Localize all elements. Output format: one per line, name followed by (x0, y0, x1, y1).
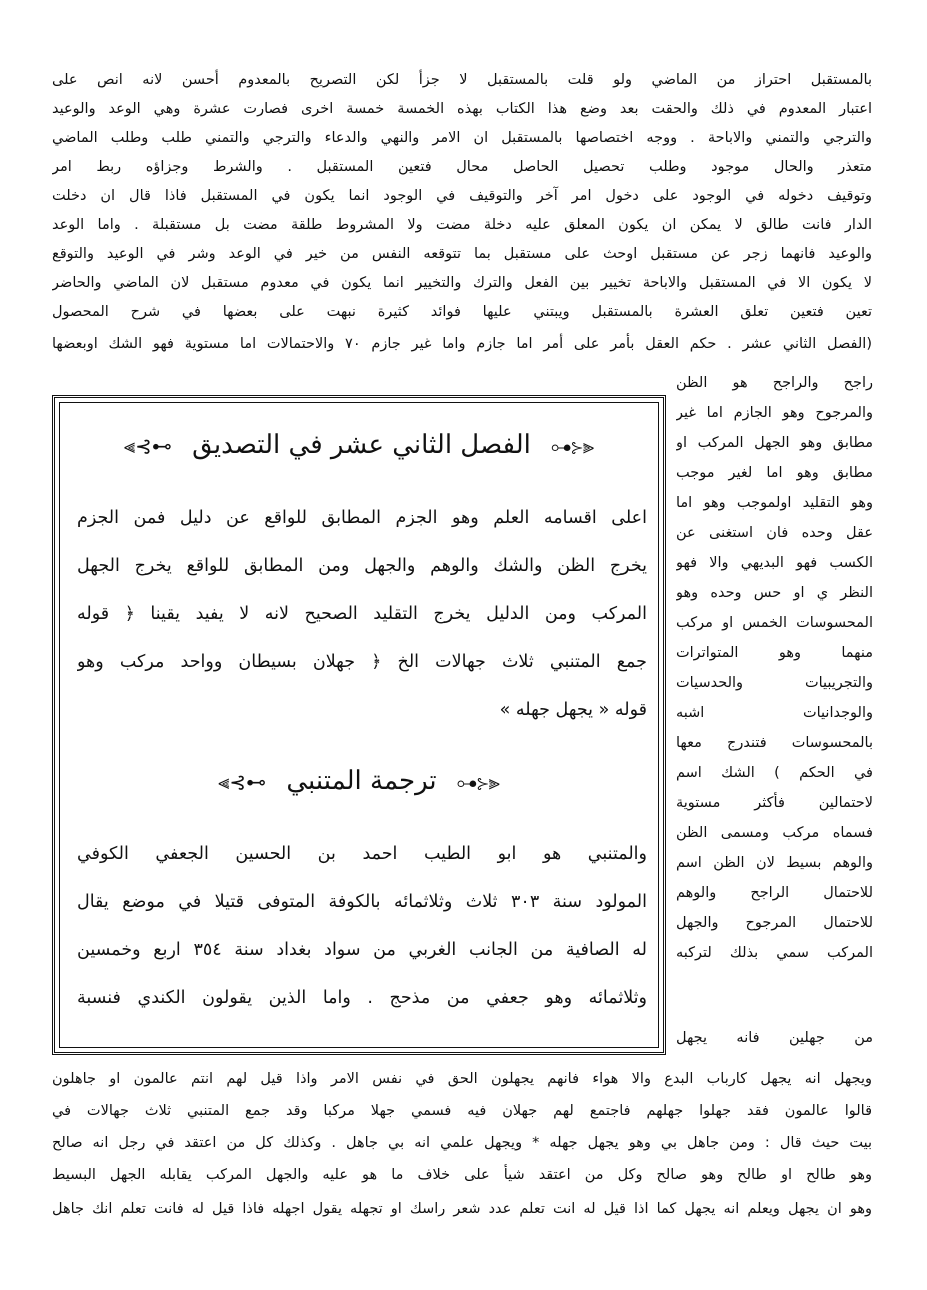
side-line: والتجريبيات والحدسيات (676, 675, 873, 691)
side-line: في الحكم ) الشك اسم (676, 765, 873, 781)
text-line: الدار فانت طالق لا يمكن ان يكون المعلق عليه دخلة مضت ولا المشروط طلقة مضت بل مستقبلة . واما الوعد (52, 217, 872, 233)
side-line: لاحتمالين فأكثر مستوية (676, 795, 873, 811)
ornament-icon: ⫷⊰⊷ (551, 434, 595, 458)
text-line: ويجهل انه يجهل كارباب البدع والا هواء فانهم يجهلون الحق في نفس الامر واذا قيل لهم انتم عالمون او جاهلون (52, 1071, 872, 1087)
main-text-line: اعلى اقسامه العلم وهو الجزم المطابق للواقع عن دليل فمن الجزم (77, 508, 647, 528)
side-line: منهما وهو المتواترات (676, 645, 873, 661)
main-text-line: المركب ومن الدليل يخرج التقليد الصحيح لانه لا يفيد يقينا ﴿ قوله (77, 604, 647, 624)
section-heading-text: ترجمة المتنبي (286, 766, 437, 796)
main-text-line: والمتنبي هو ابو الطيب احمد بن الحسين الجعفي الكوفي (77, 844, 647, 864)
side-line: المحسوسات الخمس او مركب (676, 615, 873, 631)
main-text-frame (52, 395, 666, 1055)
text-line: بالمستقبل احتراز من الماضي ولو قلت بالمستقبل لا جزأ لكن التصريح بالمعدوم أحسن لانه انص على (52, 72, 872, 88)
text-line: اعتبار المعدوم في ذلك والحقت بعد وضع هذا الكتاب بهذه الخمسة خمسة اخرى فصارت عشرة وهي الوعد والوعيد (52, 101, 872, 117)
side-line: للاحتمال الراجح والوهم (676, 885, 873, 901)
text-line: وهو ان يجهل ويعلم انه يجهل كما اذا قيل له انت تعلم عدد شعر راسك او تجهله يقول اجهله فاذا قيل له فانت تعلم انك جاهل (52, 1201, 872, 1217)
side-line: مطابق وهو اما لغير موجب (676, 465, 873, 481)
side-line: بالمحسوسات فتندرج معها (676, 735, 873, 751)
side-line: المركب سمي بذلك لتركبه (676, 945, 873, 961)
side-line: وهو التقليد اولموجب وهو اما (676, 495, 873, 511)
side-line: والوجدانيات اشبه (676, 705, 873, 721)
section-heading (55, 766, 663, 796)
side-line: النظر ي او حس وحده وهو (676, 585, 873, 601)
main-text-line: له الصافية من الجانب الغربي من سواد بغداد سنة ٣٥٤ اربع وخمسين (77, 940, 647, 960)
ornament-icon: ⊶⊱⫸ (218, 770, 267, 794)
side-line: عقل وحده فان استغنى عن (676, 525, 873, 541)
text-line: والترجي والتمني والاباحة . ووجه اختصاصها بالمستقبل ان الامر والنهي والدعاء والترجي والتمني طلب وطلب الماضي (52, 130, 872, 146)
chapter-heading-text: الفصل الثاني عشر في التصديق (192, 430, 531, 460)
text-line: لا يكون الا في المستقبل والاباحة تخيير بين الفعل والترك والتخيير انما يكون في معدوم مستقبل لان الماضي والحاضر (52, 275, 872, 291)
main-text-line: المولود سنة ٣٠٣ ثلاث وثلاثمائه بالكوفة المتوفى قتيلا في موضع يقال (77, 892, 647, 912)
text-line: متعذر والحال موجود وطلب تحصيل الحاصل محال فتعين المستقبل . والشرط وجزاؤه ربط امر (52, 159, 872, 175)
section-commentary-line: (الفصل الثاني عشر . حكم العقل بأمر على أمر اما جازم واما غير جازم ٧٠ والاحتمالات اما مستوية فهو الشك اوبعضها (52, 336, 872, 352)
side-line: راجح والراجح هو الظن (676, 375, 873, 391)
text-line: قالوا عالمون فقد جهلوا جهلهم فاجتمع لهم جهلان فيه فسمي جهلا مركبا وقد جمع المتنبي ثلاث جهالات في (52, 1103, 872, 1119)
main-text-line: جمع المتنبي ثلاث جهالات الخ ﴿ جهلان بسيطان وواحد مركب وهو (77, 652, 647, 672)
text-line: وتوقيف دخوله في الوجود على دخول امر آخر والتوقيف في الوجود انما يكون في المستقبل فاذا قال ان دخلت (52, 188, 872, 204)
text-line: تعين فتعين تعلق العشرة بالمستقبل ويبتني عليها فوائد كثيرة نبهت على بعضها في شرح المحصول (52, 304, 872, 320)
main-text-line: يخرج الظن والشك والوهم والجهل ومن المطابق للواقع يخرج الجهل (77, 556, 647, 576)
main-text-line: قوله « يجهل جهله » (499, 700, 647, 720)
main-text-line: وثلاثمائه وهو جعفي من مذحج . واما الذين يقولون الكندي فنسبة (77, 988, 647, 1008)
ornament-icon: ⊶⊱⫸ (123, 434, 172, 458)
ornament-icon: ⫷⊰⊷ (456, 770, 500, 794)
chapter-heading (55, 430, 663, 460)
side-line: من جهلين فانه يجهل (676, 1030, 873, 1046)
side-line: والمرجوح وهو الجازم اما غير (676, 405, 873, 421)
side-line: مطابق وهو الجهل المركب او (676, 435, 873, 451)
side-line: فسماه مركب ومسمى الظن (676, 825, 873, 841)
text-line: وهو طالح او طالح وهو صالح وكل من اعتقد شيأ على خلاف ما هو عليه والجهل المركب يقابله الجهل البسيط (52, 1167, 872, 1183)
text-line: والوعيد فانهما زجر عن مستقبل اوحث على مستقبل بما تتوقعه النفس من خير في الوعد وشر في الوعيد والتوقع (52, 246, 872, 262)
text-line: بيت حيث قال : ومن جاهل بي وهو يجهل جهله * ويجهل علمي انه بي جاهل . وكذلك كل من اعتقد في رجل انه صالح (52, 1135, 872, 1151)
side-line: الكسب فهو البديهي والا فهو (676, 555, 873, 571)
side-line: والوهم بسيط لان الظن اسم (676, 855, 873, 871)
side-line: للاحتمال المرجوح والجهل (676, 915, 873, 931)
